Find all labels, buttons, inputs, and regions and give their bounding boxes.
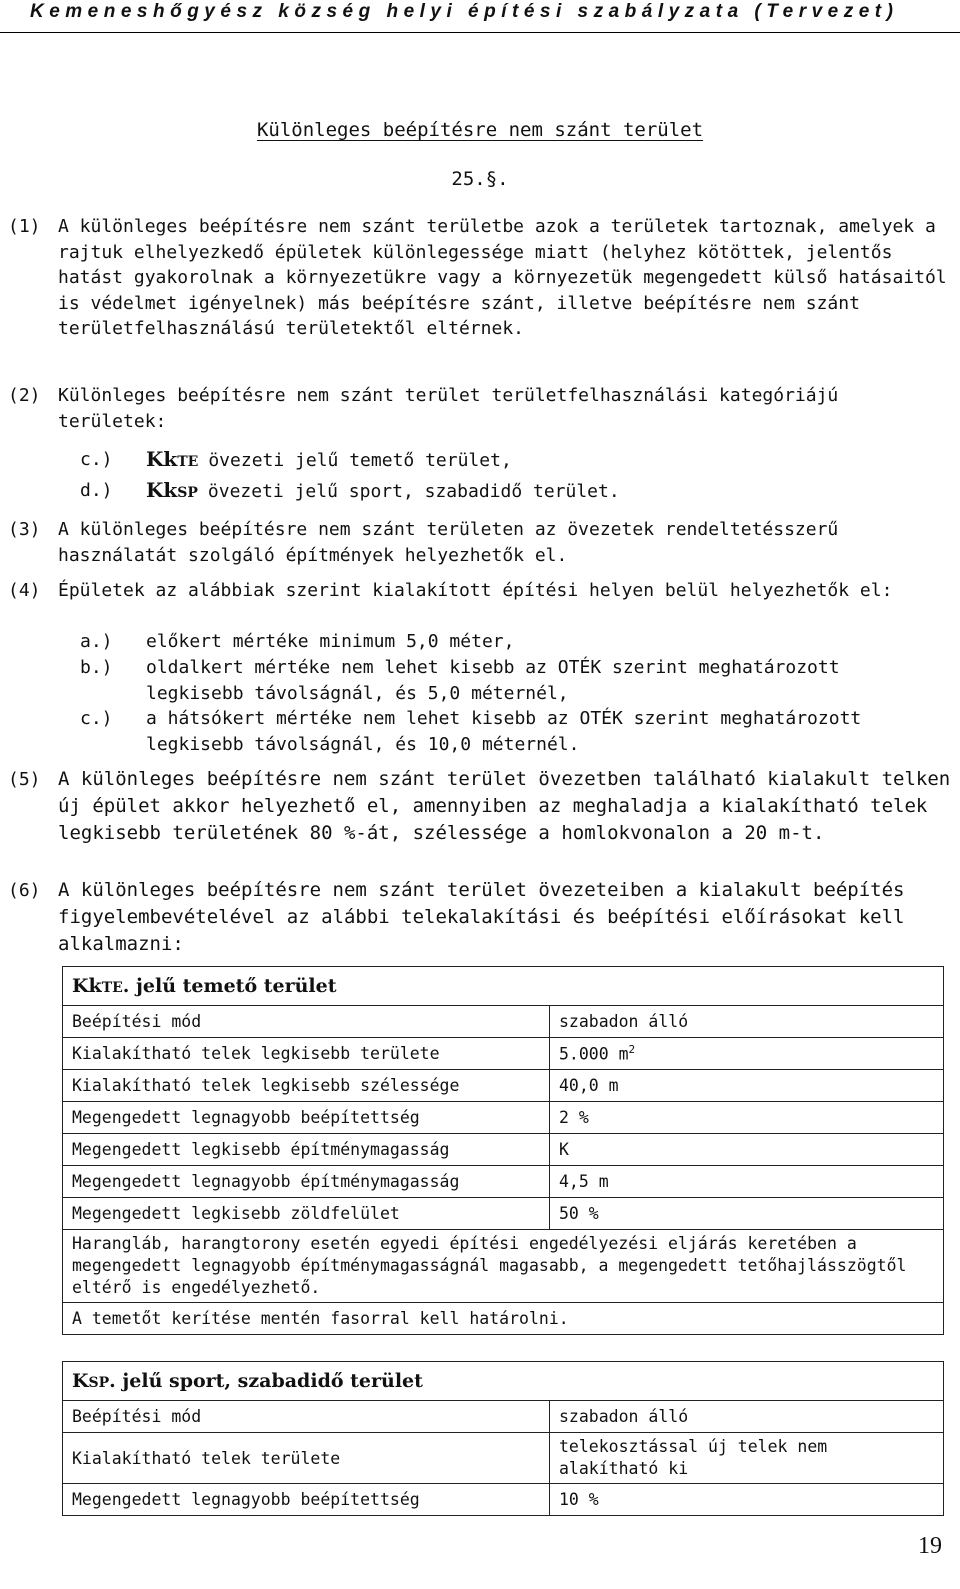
- table-note: A temetőt kerítése mentén fasorral kell határolni.: [63, 1303, 944, 1335]
- zone-code-main: Kk: [146, 478, 178, 502]
- zone-code-main: Kk: [72, 975, 102, 997]
- paragraph-number: (4): [8, 580, 41, 601]
- row-value: telekosztással új telek nem alakítható ki: [550, 1433, 944, 1484]
- list-label: b.): [80, 657, 113, 678]
- row-value: 5.000 m: [559, 1044, 629, 1064]
- table-row: [63, 1198, 944, 1230]
- row-label: Beépítési mód: [63, 1401, 550, 1433]
- list-text: övezeti jelű sport, szabadidő terület.: [207, 481, 620, 502]
- row-label: Megengedett legkisebb zöldfelület: [63, 1198, 550, 1230]
- table-row: [63, 1102, 944, 1134]
- row-value-superscript: 2: [628, 1043, 636, 1057]
- paragraph-1: [8, 214, 952, 342]
- table-note-row: [63, 1303, 944, 1335]
- row-value-cell: [550, 1038, 944, 1070]
- row-value: 50 %: [550, 1198, 944, 1230]
- list-item: [80, 447, 512, 476]
- zone-code-main: K: [72, 1370, 89, 1392]
- row-label: Megengedett legnagyobb beépítettség: [63, 1102, 550, 1134]
- paragraph-number: (1): [8, 216, 41, 237]
- list-label: c.): [80, 708, 113, 729]
- zone-code-sub: TE: [101, 980, 123, 996]
- row-value: szabadon álló: [550, 1006, 944, 1038]
- table-note-row: [63, 1230, 944, 1303]
- list-text: előkert mértéke minimum 5,0 méter,: [146, 631, 515, 652]
- row-value: K: [550, 1134, 944, 1166]
- paragraph-text: Különleges beépítésre nem szánt terület területfelhasználási kategóriájú területek:: [58, 385, 839, 432]
- table-row: [63, 1134, 944, 1166]
- zone-code-sub: SP: [88, 1375, 110, 1391]
- paragraph-text: A különleges beépítésre nem szánt terület övezetben található kialakult telken új épület akkor helyezhető el, amennyiben az meghaladja a kialakítható telek legkisebb területének 80 %-át, szélessége a homlokvonalon a 20 m-t.: [58, 768, 951, 844]
- list-label: d.): [80, 480, 113, 501]
- list-text: övezeti jelű temető terület,: [208, 450, 512, 471]
- zone-code-sub: SP: [177, 485, 198, 501]
- table-row: [63, 1433, 944, 1484]
- section-number: 25.§.: [451, 168, 509, 190]
- document-header: Kemeneshőgyész község helyi építési szabályzata (Tervezet): [30, 1, 899, 22]
- table-row: [63, 1006, 944, 1038]
- list-item: [80, 655, 946, 706]
- paragraph-text: A különleges beépítésre nem szánt területbe azok a területek tartoznak, amelyek a rajtuk elhelyezkedő épületek különlegessége miatt (helyhez kötöttek, jelentős hatást gyakorolnak a környezetükre vagy a környezetük megengedett külső hatásaitól is védelmet igényelnek) más beépítésre szánt, illetve beépítésre nem szánt területfelhasználású területektől eltérnek.: [58, 216, 947, 339]
- paragraph-5: [8, 766, 952, 847]
- list-item: [80, 629, 946, 655]
- sport-regulation-table: [62, 1361, 944, 1516]
- zone-code: [146, 478, 198, 502]
- row-label: Megengedett legnagyobb beépítettség: [63, 1484, 550, 1516]
- table-header-row: [63, 1362, 944, 1401]
- row-label: Kialakítható telek legkisebb területe: [63, 1038, 550, 1070]
- paragraph-3: [8, 517, 952, 568]
- paragraph-text: A különleges beépítésre nem szánt terület övezeteiben a kialakult beépítés figyelembevételével az alábbi telekalakítási és beépítési előírásokat kell alkalmazni:: [58, 879, 905, 955]
- header-divider: [0, 32, 960, 33]
- row-label: Megengedett legkisebb építménymagasság: [63, 1134, 550, 1166]
- paragraph-number: (2): [8, 385, 41, 406]
- list-item: [80, 478, 620, 507]
- row-label: Beépítési mód: [63, 1006, 550, 1038]
- section-title: [0, 119, 960, 141]
- table-row: [63, 1070, 944, 1102]
- list-label: c.): [80, 449, 113, 470]
- paragraph-number: (5): [8, 769, 41, 790]
- table-row: [63, 1401, 944, 1433]
- zone-code: [146, 447, 198, 471]
- zone-code-main: Kk: [146, 447, 178, 471]
- row-value: 2 %: [550, 1102, 944, 1134]
- table-row: [63, 1484, 944, 1516]
- table-header-row: [63, 967, 944, 1006]
- row-value: 10 %: [550, 1484, 944, 1516]
- list-text: a hátsókert mértéke nem lehet kisebb az OTÉK szerint meghatározott legkisebb távolságnál, és 10,0 méternél.: [146, 708, 862, 755]
- table-title-text: . jelű sport, szabadidő terület: [109, 1370, 423, 1392]
- list-label: a.): [80, 631, 113, 652]
- paragraph-text: A különleges beépítésre nem szánt területen az övezetek rendeltetésszerű használatát szolgáló építmények helyezhetők el.: [58, 519, 839, 566]
- paragraph-6: [8, 877, 952, 958]
- table-title: [63, 967, 944, 1006]
- cemetery-regulation-table: [62, 966, 944, 1335]
- table-row: [63, 1038, 944, 1070]
- list-item: [80, 706, 946, 757]
- row-label: Kialakítható telek területe: [63, 1433, 550, 1484]
- paragraph-number: (3): [8, 519, 41, 540]
- table-title-text: . jelű temető terület: [122, 975, 337, 997]
- paragraph-4: [8, 578, 952, 604]
- row-value: 4,5 m: [550, 1166, 944, 1198]
- row-label: Kialakítható telek legkisebb szélessége: [63, 1070, 550, 1102]
- page-number: 19: [918, 1533, 942, 1559]
- paragraph-text: Épületek az alábbiak szerint kialakított építési helyen belül helyezhetők el:: [58, 580, 893, 601]
- paragraph-number: (6): [8, 880, 41, 901]
- table-title: [63, 1362, 944, 1401]
- list-text: oldalkert mértéke nem lehet kisebb az OTÉK szerint meghatározott legkisebb távolságnál, és 5,0 méternél,: [146, 657, 840, 704]
- zone-code-sub: TE: [177, 454, 199, 470]
- table-note: Harangláb, harangtorony esetén egyedi építési engedélyezési eljárás keretében a megengedett legnagyobb építménymagasságnál magasabb, a megengedett tetőhajlásszögtől eltérő is engedélyezhető.: [63, 1230, 944, 1303]
- section-title-text: Különleges beépítésre nem szánt terület: [256, 119, 704, 141]
- table-row: [63, 1166, 944, 1198]
- row-label: Megengedett legnagyobb építménymagasság: [63, 1166, 550, 1198]
- row-value: szabadon álló: [550, 1401, 944, 1433]
- row-value: 40,0 m: [550, 1070, 944, 1102]
- paragraph-2: [8, 383, 952, 434]
